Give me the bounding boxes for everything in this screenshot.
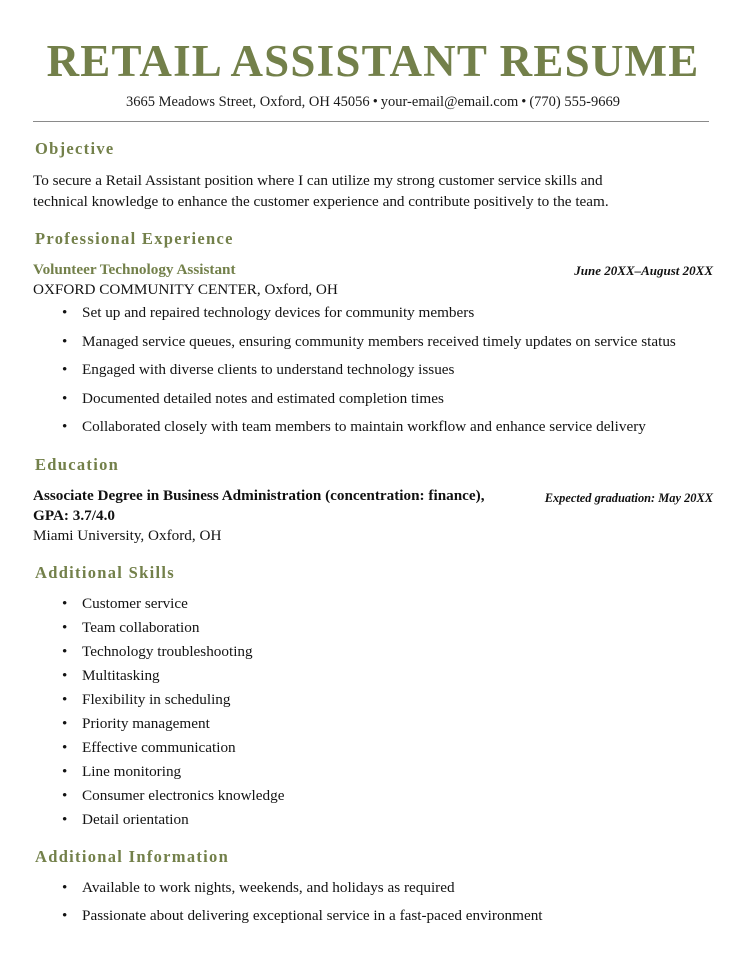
experience-date-range: June 20XX–August 20XX [574,263,713,278]
list-item-label: Technology troubleshooting [82,642,253,660]
list-item-label: Engaged with diverse clients to understand technology issues [82,361,455,378]
bullet-icon: • [62,361,68,378]
list-item [33,786,713,807]
bullet-icon: • [62,879,68,896]
list-item [33,332,713,353]
bullet-icon: • [62,332,68,350]
section-heading-experience: Professional Experience [35,229,234,248]
list-item-label: Passionate about delivering exceptional service in a fast-paced environment [82,906,543,924]
section-heading-objective: Objective [35,139,115,158]
page-title: RETAIL ASSISTANT RESUME [46,36,700,86]
header-divider [33,121,709,122]
list-item [33,360,713,381]
section-additional-information [33,847,713,926]
education-entry-left [33,486,529,546]
section-experience [33,229,713,438]
contact-separator-2: • [521,94,527,110]
education-entry-header [33,486,713,546]
bullet-icon: • [62,304,68,321]
bullet-icon: • [62,906,68,924]
list-item-label: Flexibility in scheduling [82,690,231,708]
list-item [33,906,713,927]
contact-email[interactable]: your-email@email.com [380,94,519,110]
additional-information-list [33,878,713,926]
list-item-label: Customer service [82,594,188,612]
bullet-icon: • [62,786,68,804]
list-item-label: Team collaboration [82,618,200,636]
bullet-icon: • [62,810,68,828]
bullet-icon: • [62,418,68,435]
list-item-label: Detail orientation [82,810,189,828]
list-item [33,618,713,639]
bullet-icon: • [62,666,68,684]
experience-entry-left [33,260,558,300]
bullet-icon: • [62,594,68,612]
list-item [33,762,713,783]
list-item-label: Managed service queues, ensuring community members received timely updates on service status [82,332,676,350]
list-item [33,690,713,711]
list-item-label: Consumer electronics knowledge [82,786,285,804]
contact-address: 3665 Meadows Street, Oxford, OH 45056 [126,94,370,110]
contact-separator-1: • [372,94,378,110]
bullet-icon: • [62,642,68,660]
experience-job-title: Volunteer Technology Assistant [33,261,236,278]
list-item [33,417,713,438]
list-item [33,666,713,687]
list-item-label: Collaborated closely with team members to maintain workflow and enhance service delivery [82,418,646,435]
list-item-label: Documented detailed notes and estimated completion times [82,389,444,407]
list-item [33,642,713,663]
section-skills [33,563,713,831]
section-heading-skills: Additional Skills [35,562,175,582]
list-item [33,594,713,615]
experience-entry-header [33,260,713,300]
list-item-label: Priority management [82,714,210,732]
objective-text: To secure a Retail Assistant position where I can utilize my strong customer service skills and technical knowledge to enhance the customer experience and contribute positively to the team. [33,172,609,210]
contact-line [33,92,713,112]
bullet-icon: • [62,762,68,780]
section-education [33,455,713,546]
list-item [33,389,713,410]
list-item [33,810,713,831]
list-item [33,303,713,324]
experience-bullet-list [33,303,713,438]
skills-list [33,594,713,831]
bullet-icon: • [62,389,68,407]
list-item-label: Available to work nights, weekends, and holidays as required [82,879,455,896]
list-item-label: Set up and repaired technology devices for community members [82,304,475,321]
contact-phone: (770) 555-9669 [529,94,620,110]
list-item-label: Line monitoring [82,762,182,780]
bullet-icon: • [62,618,68,636]
bullet-icon: • [62,714,68,732]
list-item-label: Effective communication [82,738,236,756]
list-item [33,738,713,759]
experience-organization: OXFORD COMMUNITY CENTER, Oxford, OH [33,281,338,298]
bullet-icon: • [62,690,68,708]
list-item [33,714,713,735]
section-objective [33,139,713,212]
education-degree: Associate Degree in Business Administration (concentration: finance), GPA: 3.7/4.0 [33,486,485,524]
education-entry [33,486,713,546]
section-heading-additional-information: Additional Information [35,847,230,866]
bullet-icon: • [62,738,68,756]
section-heading-education: Education [35,454,120,474]
list-item [33,878,713,899]
education-graduation-date: Expected graduation: May 20XX [544,490,713,505]
list-item-label: Multitasking [82,666,160,684]
education-school: Miami University, Oxford, OH [33,526,222,544]
experience-entry [33,260,713,438]
